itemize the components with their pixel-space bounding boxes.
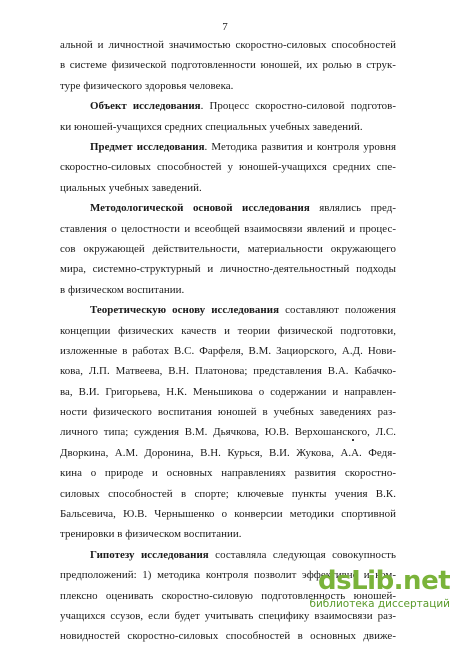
page-number: 7 [222,21,228,33]
text-line [60,300,396,320]
text-line [60,178,396,198]
line-text: предположений: 1) методика контроля позволит эффективно и ком- [60,569,396,582]
bold-term: Объект исследования [90,100,201,113]
line-text: Бальсевича, Ю.В. Чернышенко о конверсии методики спортивной [60,508,396,521]
text-line [60,76,396,96]
watermark[interactable] [304,564,450,615]
line-text: тренировки в физическом воспитании. [60,528,242,541]
bold-term: Гипотезу исследования [90,548,209,561]
text-line [60,321,396,341]
line-text: в системе физической подготовленности юношей, их ролью в струк- [60,59,396,72]
text-line [60,137,396,157]
line-text: составляла следующая совокупность [208,548,396,561]
line-text: силовых способностей в спорте; ключевые пункты учения В.К. [60,487,396,500]
line-text: альной и личностной значимостью скоростно-силовых способностей [60,39,396,51]
watermark-logo: dsLib.net [318,566,450,596]
line-text: кина о природе и основных направлениях развития скоростно- [60,467,396,480]
line-text: кова, Л.П. Матвеева, В.Н. Платонова; представления В.А. Кабачко- [60,365,396,378]
line-text: Дворкина, А.М. Доронина, В.Н. Курься, В.И. Жукова, А.А. Федя- [60,446,396,459]
line-text: составляют положения [279,304,396,317]
text-line [60,524,396,544]
text-line [60,96,396,116]
line-text: личного типа; суждения В.М. Дьячкова, Ю.В. Верхошанского, Л.С. [60,426,396,439]
text-line [60,626,396,646]
line-text: ности физического воспитания юношей в учебных заведениях раз- [60,406,396,419]
line-text: скоростно-силовых способностей у юношей-учащихся средних спе- [60,161,396,174]
line-text: мира, системно-структурный и личностно-деятельностный подходы [60,263,396,276]
line-text: в физическом воспитании. [60,283,185,296]
line-text: туре физического здоровья человека. [60,79,234,92]
text-line [60,545,396,565]
line-text: являлись пред- [309,202,396,215]
bold-term: Предмет исследования [90,140,205,153]
line-text: циальных учебных заведений. [60,181,202,194]
line-text: плексно оценивать скоростно-силовую подготовленность юношей- [60,589,396,602]
text-line [60,484,396,504]
text-line [60,157,396,177]
text-line [60,422,396,442]
line-text: учащихся ссузов, если будет учитывать специфику взаимосвязи раз- [60,610,396,623]
text-line [60,198,396,218]
bold-term: Методологической основой исследования [90,202,310,215]
text-line [60,341,396,361]
line-text: ставления о целостности и всеобщей взаимосвязи явлений и процес- [60,222,396,235]
speck [352,439,354,441]
text-line [60,55,396,75]
line-text: новидностей скоростно-силовых способностей в основных движе- [60,630,396,643]
text-line [60,280,396,300]
text-line [60,443,396,463]
text-line [60,239,396,259]
line-text: сов окружающей действительности, материальности окружающего [60,242,396,255]
bold-term: Теоретическую основу исследования [90,304,280,317]
line-text: ва, В.И. Григорьева, Н.К. Меньшикова о содержании и направлен- [60,385,396,398]
line-text: изложенные в работах В.С. Фарфеля, В.М. Зациорского, А.Д. Нови- [60,344,396,357]
line-text: ки юношей-учащихся средних специальных учебных заведений. [60,120,363,133]
watermark-caption: библиотека диссертаций [309,598,450,610]
text-line [60,402,396,422]
text-line [60,117,396,137]
text-line [60,361,396,381]
line-text: . Методика развития и контроля уровня [204,140,396,153]
text-line [60,259,396,279]
line-text: концепции физических качеств и теории физической подготовки, [60,324,396,337]
text-line [60,35,396,55]
text-line [60,463,396,483]
text-line [60,382,396,402]
text-line [60,219,396,239]
text-line [60,504,396,524]
line-text: . Процесс скоростно-силовой подготов- [200,100,396,113]
document-body [60,35,396,647]
